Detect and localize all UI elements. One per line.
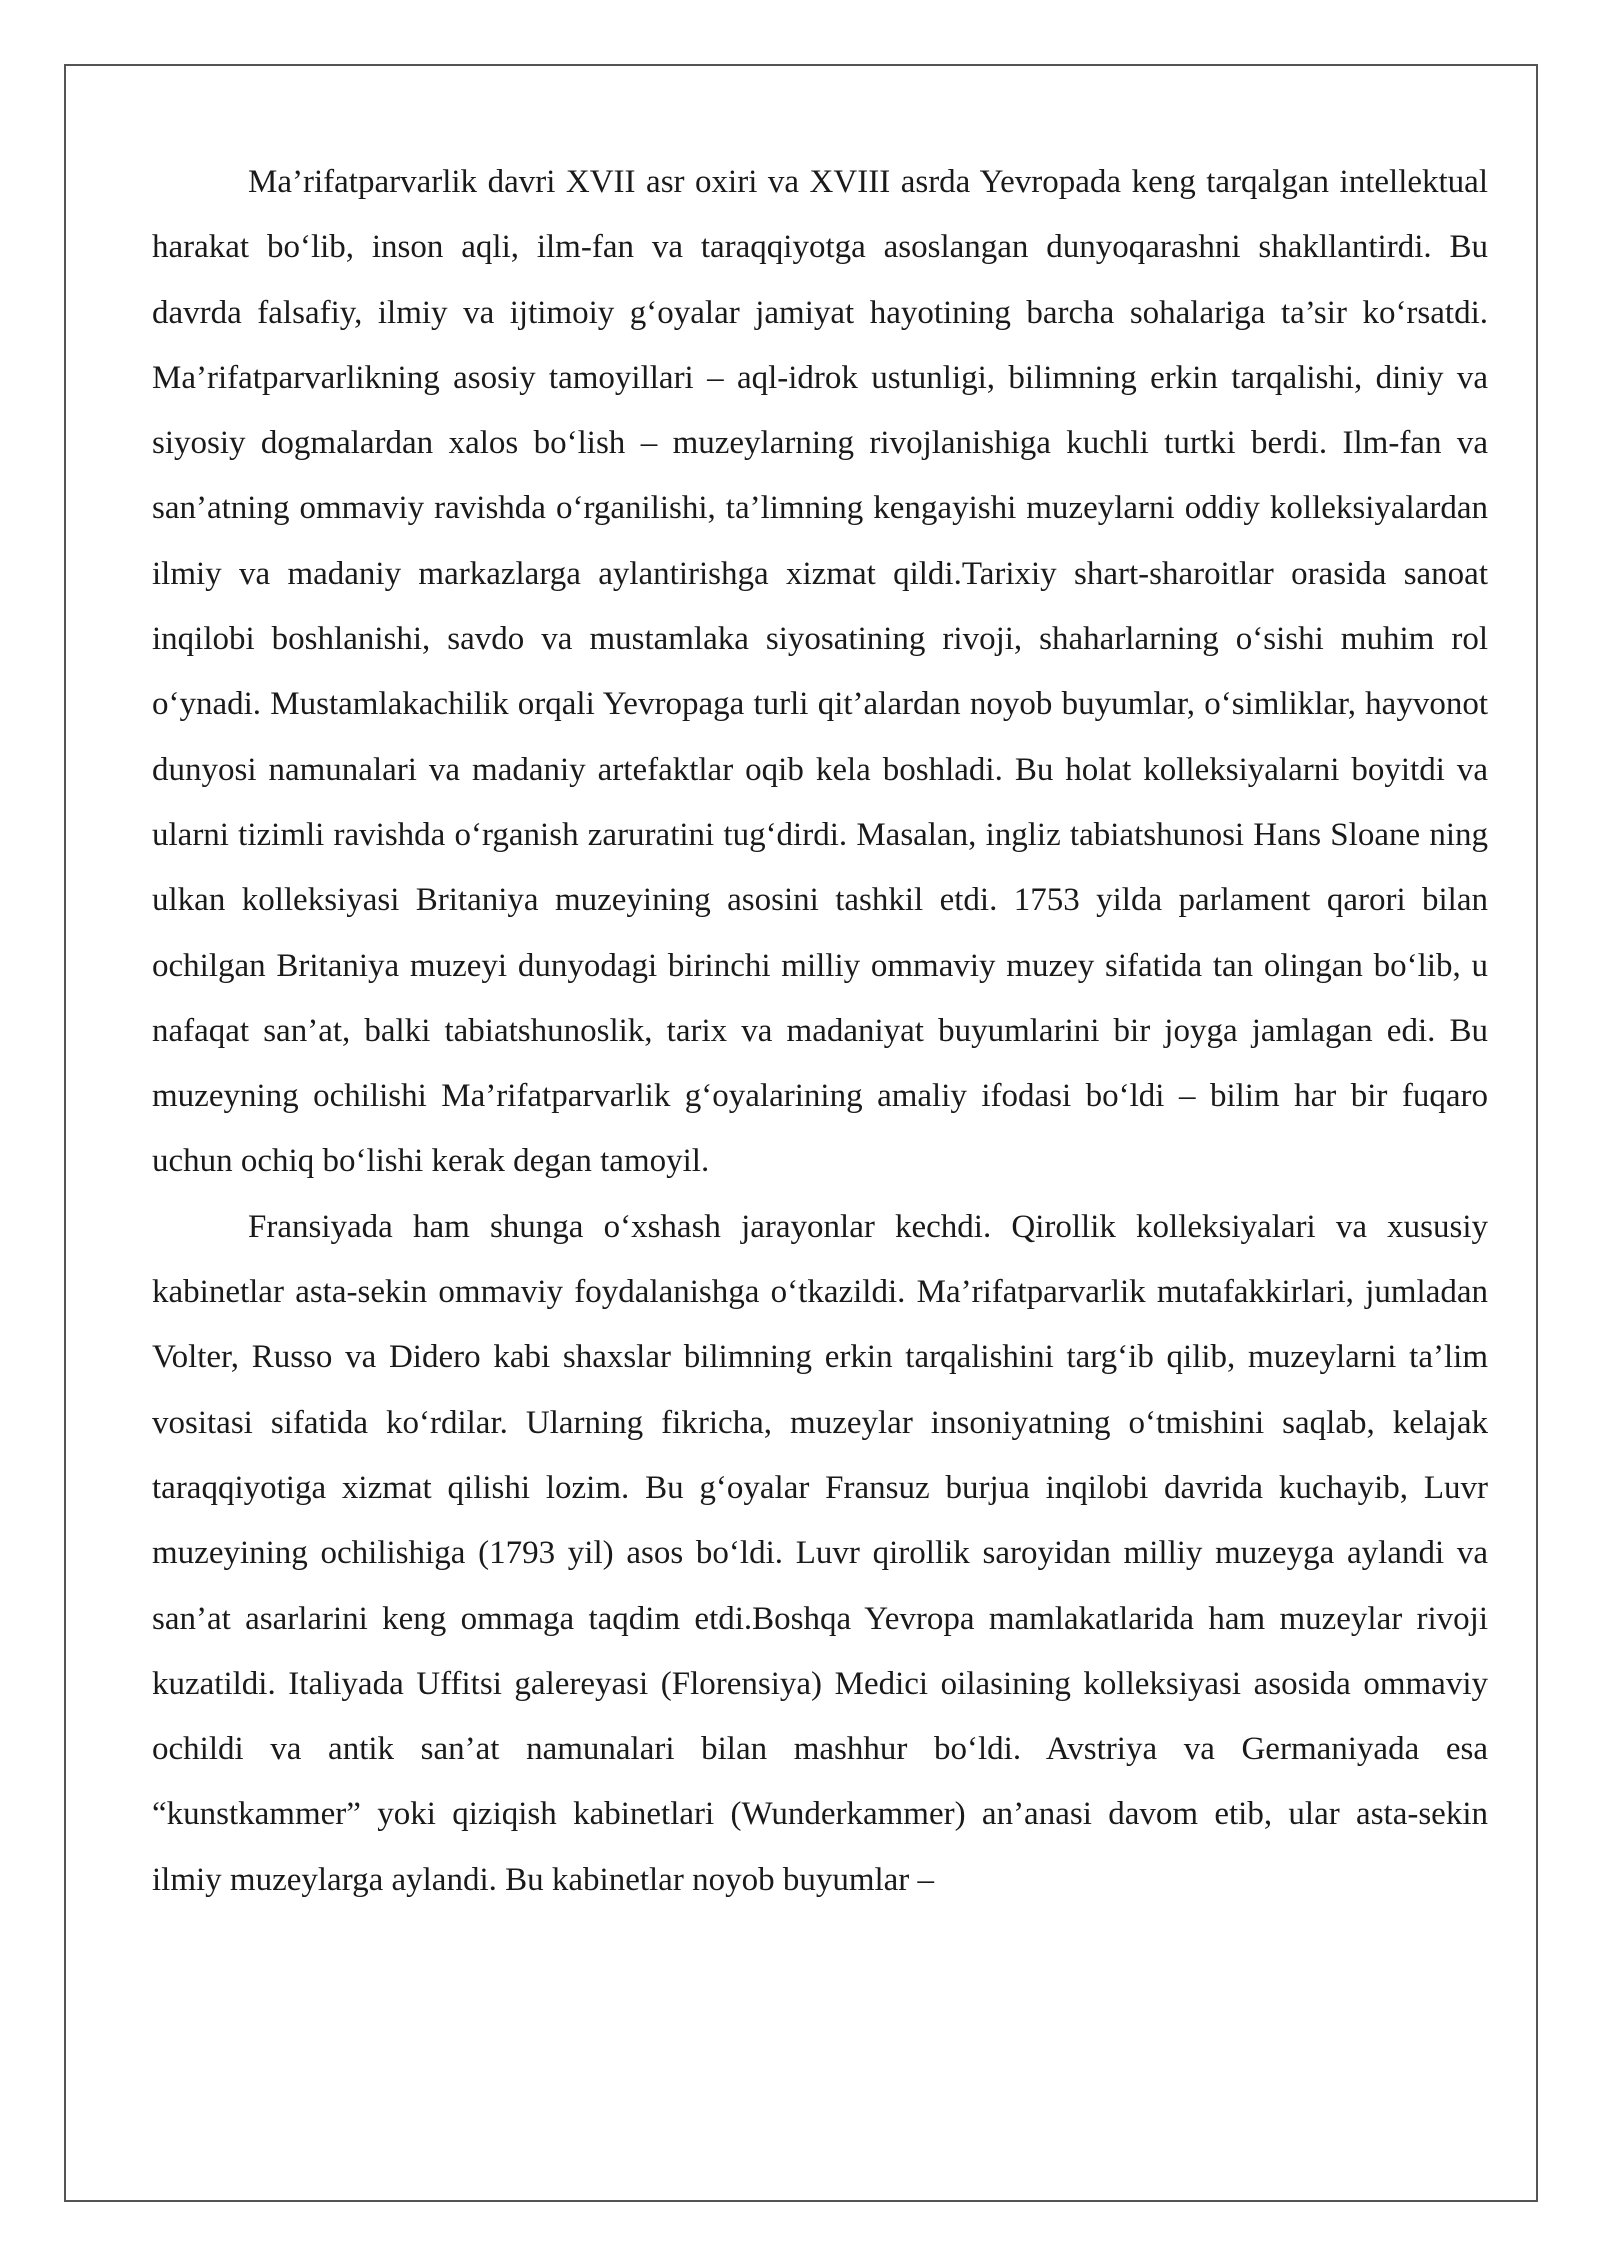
document-body (152, 150, 1488, 1913)
paragraph-1: Ma’rifatparvarlik davri XVII asr oxiri va XVIII asrda Yevropada keng tarqalgan intellektual harakat bo‘lib, inson aqli, ilm-fan va taraqqiyotga asoslangan dunyoqarashni shakllantirdi. Bu davrda falsafiy, ilmiy va ijtimoiy g‘oyalar jamiyat hayotining barcha sohalariga ta’sir ko‘rsatdi. Ma’rifatparvarlikning asosiy tamoyillari – aql-idrok ustunligi, bilimning erkin tarqalishi, diniy va siyosiy dogmalardan xalos bo‘lish – muzeylarning rivojlanishiga kuchli turtki berdi. Ilm-fan va san’atning ommaviy ravishda o‘rganilishi, ta’limning kengayishi muzeylarni oddiy kolleksiyalardan ilmiy va madaniy markazlarga aylantirishga xizmat qildi.Tarixiy shart-sharoitlar orasida sanoat inqilobi boshlanishi, savdo va mustamlaka siyosatining rivoji, shaharlarning o‘sishi muhim rol o‘ynadi. Mustamlakachilik orqali Yevropaga turli qit’alardan noyob buyumlar, o‘simliklar, hayvonot dunyosi namunalari va madaniy artefaktlar oqib kela boshladi. Bu holat kolleksiyalarni boyitdi va ularni tizimli ravishda o‘rganish zaruratini tug‘dirdi. Masalan, ingliz tabiatshunosi Hans Sloane ning ulkan kolleksiyasi Britaniya muzeyining asosini tashkil etdi. 1753 yilda parlament qarori bilan ochilgan Britaniya muzeyi dunyodagi birinchi milliy ommaviy muzey sifatida tan olingan bo‘lib, u nafaqat san’at, balki tabiatshunoslik, tarix va madaniyat buyumlarini bir joyga jamlagan edi. Bu muzeyning ochilishi Ma’rifatparvarlik g‘oyalarining amaliy ifodasi bo‘ldi – bilim har bir fuqaro uchun ochiq bo‘lishi kerak degan tamoyil. (152, 164, 1488, 1180)
paragraph-2: Fransiyada ham shunga o‘xshash jarayonlar kechdi. Qirollik kolleksiyalari va xususiy kabinetlar asta-sekin ommaviy foydalanishga o‘tkazildi. Ma’rifatparvarlik mutafakkirlari, jumladan Volter, Russo va Didero kabi shaxslar bilimning erkin tarqalishini targ‘ib qilib, muzeylarni ta’lim vositasi sifatida ko‘rdilar. Ularning fikricha, muzeylar insoniyatning o‘tmishini saqlab, kelajak taraqqiyotiga xizmat qilishi lozim. Bu g‘oyalar Fransuz burjua inqilobi davrida kuchayib, Luvr muzeyining ochilishiga (1793 yil) asos bo‘ldi. Luvr qirollik saroyidan milliy muzeyga aylandi va san’at asarlarini keng ommaga taqdim etdi.Boshqa Yevropa mamlakatlarida ham muzeylar rivoji kuzatildi. Italiyada Uffitsi galereyasi (Florensiya) Medici oilasining kolleksiyasi asosida ommaviy ochildi va antik san’at namunalari bilan mashhur bo‘ldi. Avstriya va Germaniyada esa “kunstkammer” yoki qiziqish kabinetlari (Wunderkammer) an’anasi davom etib, ular asta-sekin ilmiy muzeylarga aylandi. Bu kabinetlar noyob buyumlar – (152, 1208, 1488, 1898)
